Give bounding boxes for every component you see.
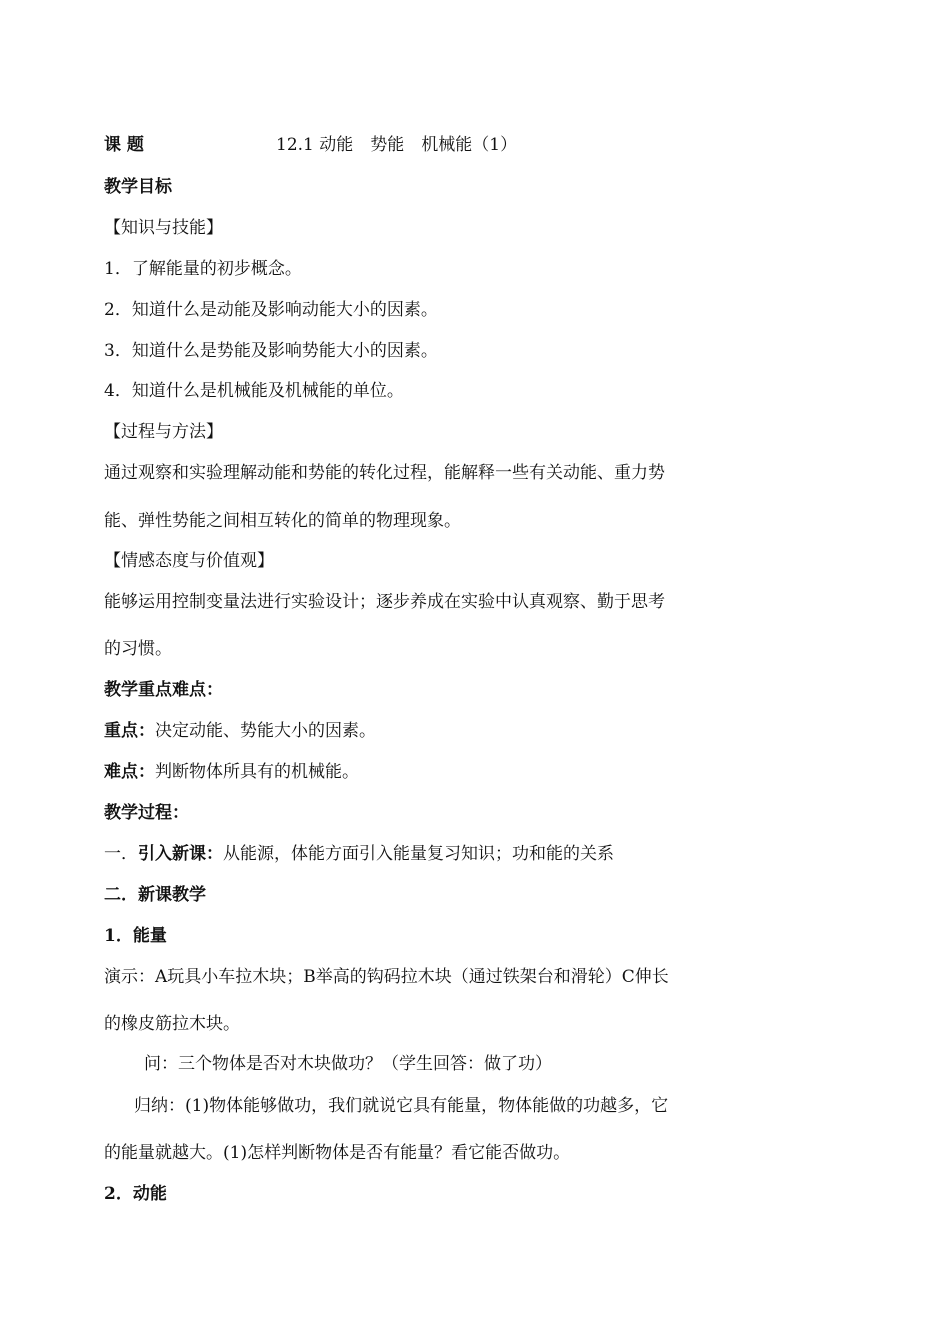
demo-text: 演示：A玩具小车拉木块；B举高的钩码拉木块（通过铁架台和滑轮）C伸长: [104, 967, 669, 987]
emotion-text: 的习惯。: [104, 639, 172, 659]
lesson-title: 12.1 动能 势能 机械能（1）: [276, 135, 518, 155]
knowledge-item: 1．了解能量的初步概念。: [104, 259, 302, 279]
teaching-process-heading: 教学过程：: [104, 803, 189, 823]
lesson-title-row: [104, 134, 517, 156]
process-method-heading: 【过程与方法】: [104, 422, 223, 442]
process-method-text: 通过观察和实验理解动能和势能的转化过程，能解释一些有关动能、重力势: [104, 463, 665, 483]
objectives-heading: 教学目标: [104, 177, 172, 197]
lesson-title-label: 课 题: [104, 135, 144, 155]
knowledge-heading: 【知识与技能】: [104, 218, 223, 238]
difficult-point-label: 难点：: [104, 762, 155, 782]
process-method-text: 能、弹性势能之间相互转化的简单的物理现象。: [104, 511, 461, 531]
intro-row: [104, 843, 614, 865]
key-point-text: 决定动能、势能大小的因素。: [155, 721, 376, 741]
demo-text: 的橡皮筋拉木块。: [104, 1014, 240, 1034]
emotion-heading: 【情感态度与价值观】: [104, 551, 274, 571]
difficult-point-text: 判断物体所具有的机械能。: [155, 762, 359, 782]
kinetic-energy-heading: 2．动能: [104, 1184, 167, 1204]
intro-label: 引入新课：: [138, 844, 223, 864]
knowledge-item: 2．知道什么是动能及影响动能大小的因素。: [104, 300, 438, 320]
summary-text: 的能量就越大。(1)怎样判断物体是否有能量？看它能否做功。: [104, 1143, 571, 1163]
keypoints-heading: 教学重点难点：: [104, 680, 223, 700]
emotion-text: 能够运用控制变量法进行实验设计；逐步养成在实验中认真观察、勤于思考: [104, 592, 665, 612]
summary-text: 归纳：(1)物体能够做功，我们就说它具有能量，物体能做的功越多，它: [134, 1096, 669, 1116]
difficult-point-row: [104, 761, 359, 783]
knowledge-item: 4．知道什么是机械能及机械能的单位。: [104, 381, 404, 401]
key-point-row: [104, 720, 376, 742]
new-lesson-heading: 二．新课教学: [104, 885, 206, 905]
intro-text: 从能源，体能方面引入能量复习知识；功和能的关系: [223, 844, 614, 864]
energy-heading: 1．能量: [104, 926, 167, 946]
key-point-label: 重点：: [104, 721, 155, 741]
intro-prefix: 一．: [104, 844, 138, 864]
question-text: 问：三个物体是否对木块做功？（学生回答：做了功）: [144, 1054, 552, 1074]
knowledge-item: 3．知道什么是势能及影响势能大小的因素。: [104, 341, 438, 361]
